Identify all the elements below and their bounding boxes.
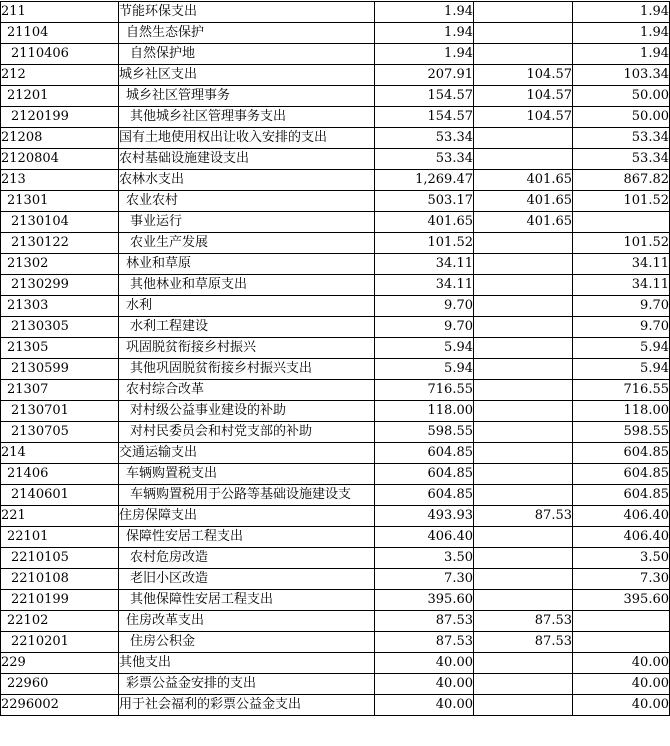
table-row [1, 86, 670, 107]
basic-expenditure-cell: 104.57 [474, 86, 573, 107]
total-amount-cell: 1.94 [375, 23, 474, 44]
basic-expenditure-cell [474, 338, 573, 359]
total-amount-cell: 7.30 [375, 569, 474, 590]
basic-expenditure-cell [474, 254, 573, 275]
table-row [1, 527, 670, 548]
subject-name-cell: 农业生产发展 [119, 233, 375, 254]
total-amount-cell: 716.55 [375, 380, 474, 401]
subject-name-cell: 巩固脱贫衔接乡村振兴 [119, 338, 375, 359]
subject-code-cell: 214 [1, 443, 119, 464]
subject-code-cell: 2130122 [1, 233, 119, 254]
subject-name-cell: 对村级公益事业建设的补助 [119, 401, 375, 422]
total-amount-cell: 154.57 [375, 86, 474, 107]
basic-expenditure-cell: 87.53 [474, 611, 573, 632]
basic-expenditure-cell [474, 296, 573, 317]
table-row [1, 611, 670, 632]
total-amount-cell: 604.85 [375, 485, 474, 506]
project-expenditure-cell: 101.52 [573, 233, 670, 254]
basic-expenditure-cell [474, 23, 573, 44]
subject-code-cell: 2110406 [1, 44, 119, 65]
table-row [1, 359, 670, 380]
total-amount-cell: 401.65 [375, 212, 474, 233]
total-amount-cell: 53.34 [375, 149, 474, 170]
total-amount-cell: 53.34 [375, 128, 474, 149]
total-amount-cell: 604.85 [375, 464, 474, 485]
project-expenditure-cell [573, 611, 670, 632]
basic-expenditure-cell: 401.65 [474, 212, 573, 233]
basic-expenditure-cell [474, 149, 573, 170]
basic-expenditure-cell [474, 275, 573, 296]
basic-expenditure-cell: 87.53 [474, 632, 573, 653]
subject-code-cell: 2120199 [1, 107, 119, 128]
subject-code-cell: 21301 [1, 191, 119, 212]
subject-code-cell: 21406 [1, 464, 119, 485]
table-row [1, 401, 670, 422]
subject-code-cell: 2130299 [1, 275, 119, 296]
project-expenditure-cell: 5.94 [573, 359, 670, 380]
table-row [1, 170, 670, 191]
total-amount-cell: 598.55 [375, 422, 474, 443]
table-row [1, 569, 670, 590]
project-expenditure-cell: 1.94 [573, 23, 670, 44]
project-expenditure-cell: 9.70 [573, 296, 670, 317]
subject-code-cell: 21307 [1, 380, 119, 401]
basic-expenditure-cell [474, 44, 573, 65]
table-row [1, 128, 670, 149]
basic-expenditure-cell [474, 653, 573, 674]
subject-name-cell: 农村危房改造 [119, 548, 375, 569]
table-row [1, 212, 670, 233]
subject-name-cell: 农业农村 [119, 191, 375, 212]
table-row [1, 380, 670, 401]
table-row [1, 590, 670, 611]
subject-code-cell: 2130305 [1, 317, 119, 338]
project-expenditure-cell: 9.70 [573, 317, 670, 338]
budget-table [0, 1, 670, 716]
project-expenditure-cell: 1.94 [573, 44, 670, 65]
total-amount-cell: 87.53 [375, 611, 474, 632]
total-amount-cell: 9.70 [375, 296, 474, 317]
subject-name-cell: 用于社会福利的彩票公益金支出 [119, 695, 375, 716]
total-amount-cell: 40.00 [375, 653, 474, 674]
table-row [1, 464, 670, 485]
project-expenditure-cell: 53.34 [573, 149, 670, 170]
table-row [1, 44, 670, 65]
subject-name-cell: 水利 [119, 296, 375, 317]
table-row [1, 422, 670, 443]
total-amount-cell: 1.94 [375, 2, 474, 23]
subject-name-cell: 老旧小区改造 [119, 569, 375, 590]
total-amount-cell: 101.52 [375, 233, 474, 254]
subject-code-cell: 21303 [1, 296, 119, 317]
subject-name-cell: 农林水支出 [119, 170, 375, 191]
total-amount-cell: 34.11 [375, 254, 474, 275]
basic-expenditure-cell [474, 401, 573, 422]
total-amount-cell: 493.93 [375, 506, 474, 527]
table-row [1, 2, 670, 23]
subject-code-cell: 22102 [1, 611, 119, 632]
total-amount-cell: 395.60 [375, 590, 474, 611]
project-expenditure-cell: 604.85 [573, 464, 670, 485]
subject-name-cell: 事业运行 [119, 212, 375, 233]
subject-name-cell: 住房公积金 [119, 632, 375, 653]
subject-name-cell: 彩票公益金安排的支出 [119, 674, 375, 695]
project-expenditure-cell: 50.00 [573, 107, 670, 128]
basic-expenditure-cell [474, 590, 573, 611]
total-amount-cell: 503.17 [375, 191, 474, 212]
basic-expenditure-cell [474, 380, 573, 401]
project-expenditure-cell: 103.34 [573, 65, 670, 86]
project-expenditure-cell: 406.40 [573, 527, 670, 548]
subject-code-cell: 2296002 [1, 695, 119, 716]
subject-name-cell: 车辆购置税支出 [119, 464, 375, 485]
subject-name-cell: 水利工程建设 [119, 317, 375, 338]
subject-code-cell: 21208 [1, 128, 119, 149]
subject-name-cell: 交通运输支出 [119, 443, 375, 464]
basic-expenditure-cell [474, 128, 573, 149]
table-row [1, 338, 670, 359]
basic-expenditure-cell [474, 569, 573, 590]
subject-code-cell: 21302 [1, 254, 119, 275]
budget-table-body [1, 2, 670, 716]
project-expenditure-cell: 101.52 [573, 191, 670, 212]
basic-expenditure-cell [474, 674, 573, 695]
basic-expenditure-cell: 87.53 [474, 506, 573, 527]
basic-expenditure-cell: 104.57 [474, 107, 573, 128]
total-amount-cell: 1,269.47 [375, 170, 474, 191]
project-expenditure-cell: 604.85 [573, 443, 670, 464]
project-expenditure-cell [573, 632, 670, 653]
project-expenditure-cell: 40.00 [573, 674, 670, 695]
table-row [1, 485, 670, 506]
project-expenditure-cell: 7.30 [573, 569, 670, 590]
subject-code-cell: 213 [1, 170, 119, 191]
subject-name-cell: 节能环保支出 [119, 2, 375, 23]
subject-code-cell: 2130104 [1, 212, 119, 233]
project-expenditure-cell: 716.55 [573, 380, 670, 401]
subject-name-cell: 国有土地使用权出让收入安排的支出 [119, 128, 375, 149]
table-row [1, 548, 670, 569]
basic-expenditure-cell [474, 548, 573, 569]
basic-expenditure-cell [474, 359, 573, 380]
project-expenditure-cell: 3.50 [573, 548, 670, 569]
table-row [1, 65, 670, 86]
subject-name-cell: 城乡社区管理事务 [119, 86, 375, 107]
subject-code-cell: 2210199 [1, 590, 119, 611]
subject-code-cell: 22960 [1, 674, 119, 695]
subject-name-cell: 其他支出 [119, 653, 375, 674]
table-row [1, 107, 670, 128]
project-expenditure-cell: 40.00 [573, 653, 670, 674]
subject-name-cell: 农村基础设施建设支出 [119, 149, 375, 170]
total-amount-cell: 118.00 [375, 401, 474, 422]
subject-code-cell: 21305 [1, 338, 119, 359]
project-expenditure-cell: 118.00 [573, 401, 670, 422]
project-expenditure-cell: 5.94 [573, 338, 670, 359]
basic-expenditure-cell [474, 464, 573, 485]
total-amount-cell: 154.57 [375, 107, 474, 128]
basic-expenditure-cell [474, 443, 573, 464]
basic-expenditure-cell [474, 527, 573, 548]
subject-code-cell: 2210105 [1, 548, 119, 569]
subject-code-cell: 21104 [1, 23, 119, 44]
project-expenditure-cell: 53.34 [573, 128, 670, 149]
project-expenditure-cell: 395.60 [573, 590, 670, 611]
total-amount-cell: 1.94 [375, 44, 474, 65]
total-amount-cell: 40.00 [375, 695, 474, 716]
basic-expenditure-cell [474, 485, 573, 506]
subject-name-cell: 其他巩固脱贫衔接乡村振兴支出 [119, 359, 375, 380]
subject-name-cell: 车辆购置税用于公路等基础设施建设支 [119, 485, 375, 506]
total-amount-cell: 604.85 [375, 443, 474, 464]
table-row [1, 296, 670, 317]
basic-expenditure-cell [474, 422, 573, 443]
subject-name-cell: 其他保障性安居工程支出 [119, 590, 375, 611]
subject-name-cell: 城乡社区支出 [119, 65, 375, 86]
subject-code-cell: 2130705 [1, 422, 119, 443]
table-row [1, 443, 670, 464]
table-row [1, 632, 670, 653]
table-row [1, 254, 670, 275]
basic-expenditure-cell [474, 233, 573, 254]
basic-expenditure-cell: 104.57 [474, 65, 573, 86]
subject-code-cell: 2130599 [1, 359, 119, 380]
project-expenditure-cell [573, 212, 670, 233]
subject-code-cell: 21201 [1, 86, 119, 107]
basic-expenditure-cell [474, 695, 573, 716]
subject-name-cell: 住房改革支出 [119, 611, 375, 632]
total-amount-cell: 40.00 [375, 674, 474, 695]
project-expenditure-cell: 34.11 [573, 254, 670, 275]
total-amount-cell: 5.94 [375, 338, 474, 359]
table-row [1, 317, 670, 338]
subject-code-cell: 2130701 [1, 401, 119, 422]
project-expenditure-cell: 40.00 [573, 695, 670, 716]
subject-code-cell: 221 [1, 506, 119, 527]
table-row [1, 191, 670, 212]
total-amount-cell: 5.94 [375, 359, 474, 380]
subject-code-cell: 22101 [1, 527, 119, 548]
total-amount-cell: 406.40 [375, 527, 474, 548]
basic-expenditure-cell: 401.65 [474, 191, 573, 212]
subject-code-cell: 211 [1, 2, 119, 23]
total-amount-cell: 34.11 [375, 275, 474, 296]
table-row [1, 695, 670, 716]
basic-expenditure-cell: 401.65 [474, 170, 573, 191]
subject-code-cell: 2210108 [1, 569, 119, 590]
basic-expenditure-cell [474, 317, 573, 338]
total-amount-cell: 207.91 [375, 65, 474, 86]
subject-name-cell: 对村民委员会和村党支部的补助 [119, 422, 375, 443]
project-expenditure-cell: 50.00 [573, 86, 670, 107]
subject-code-cell: 2140601 [1, 485, 119, 506]
table-row [1, 233, 670, 254]
project-expenditure-cell: 34.11 [573, 275, 670, 296]
subject-name-cell: 林业和草原 [119, 254, 375, 275]
subject-code-cell: 229 [1, 653, 119, 674]
project-expenditure-cell: 604.85 [573, 485, 670, 506]
table-row [1, 23, 670, 44]
table-row [1, 275, 670, 296]
project-expenditure-cell: 1.94 [573, 2, 670, 23]
subject-name-cell: 住房保障支出 [119, 506, 375, 527]
subject-code-cell: 212 [1, 65, 119, 86]
table-row [1, 506, 670, 527]
total-amount-cell: 9.70 [375, 317, 474, 338]
table-row [1, 653, 670, 674]
subject-name-cell: 农村综合改革 [119, 380, 375, 401]
table-row [1, 674, 670, 695]
subject-name-cell: 自然生态保护 [119, 23, 375, 44]
subject-name-cell: 其他城乡社区管理事务支出 [119, 107, 375, 128]
subject-code-cell: 2120804 [1, 149, 119, 170]
subject-code-cell: 2210201 [1, 632, 119, 653]
subject-name-cell: 其他林业和草原支出 [119, 275, 375, 296]
total-amount-cell: 3.50 [375, 548, 474, 569]
subject-name-cell: 自然保护地 [119, 44, 375, 65]
table-row [1, 149, 670, 170]
project-expenditure-cell: 598.55 [573, 422, 670, 443]
total-amount-cell: 87.53 [375, 632, 474, 653]
project-expenditure-cell: 867.82 [573, 170, 670, 191]
subject-name-cell: 保障性安居工程支出 [119, 527, 375, 548]
project-expenditure-cell: 406.40 [573, 506, 670, 527]
basic-expenditure-cell [474, 2, 573, 23]
